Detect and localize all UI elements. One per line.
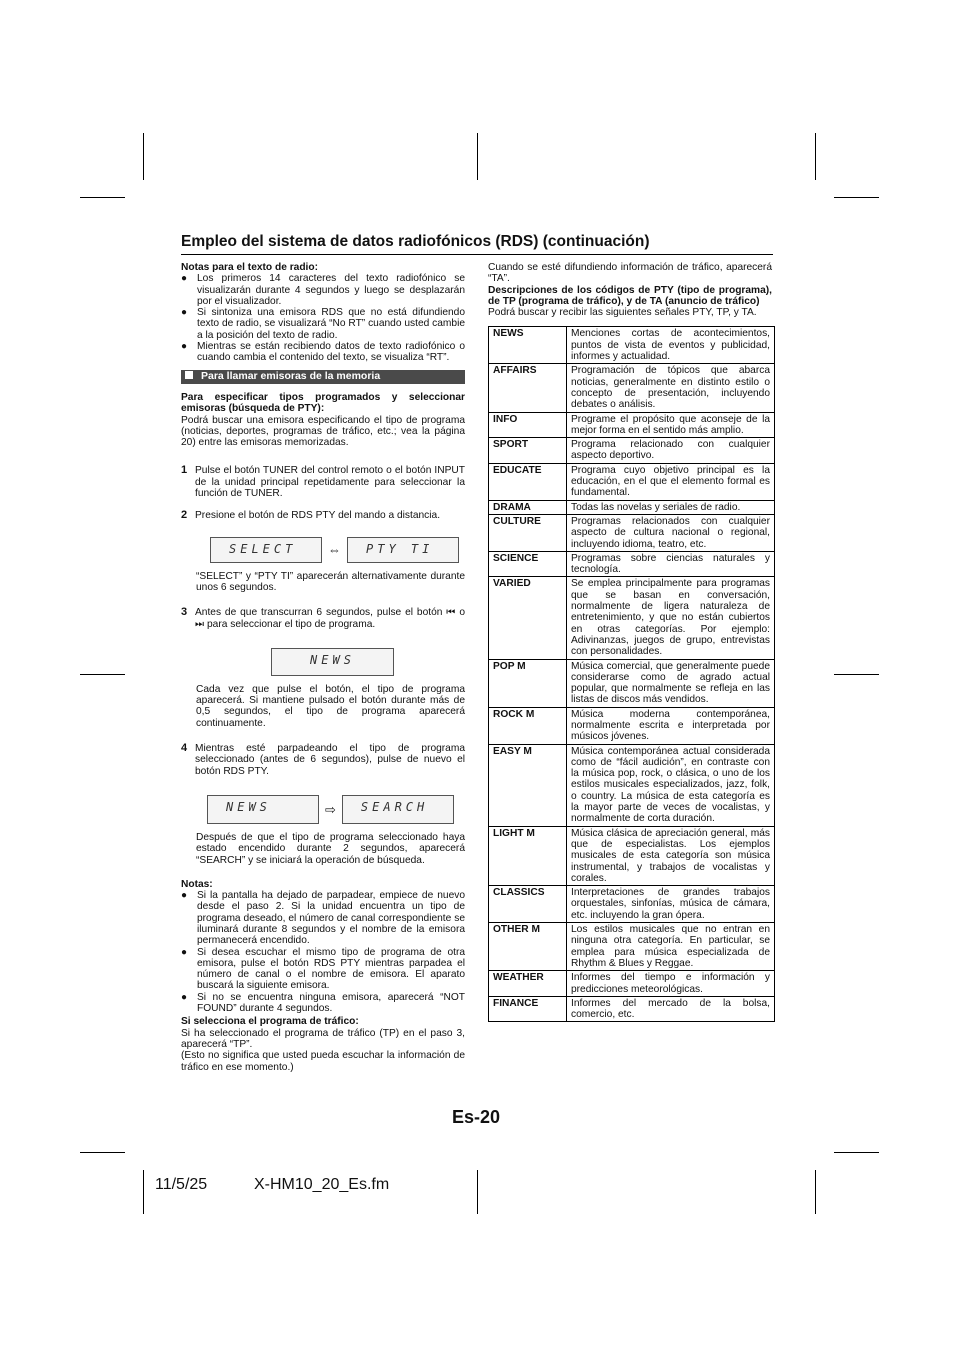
note-item: ● Si la pantalla ha dejado de parpadear, empiece de nuevo desde el paso 2. Si la unidad encuentra un tipo de programa deseado, el número de canal correspondiente se iluminará durante 8 segundos y el nombre de la emisora permanecerá encendido. [181,890,465,946]
pty-description: Programación de tópicos que abarca noticias, generalmente en distinto estilo o concepto de presentación, incluyendo debates o análisis. [567,364,775,412]
pty-description: Los estilos musicales que no entran en ninguna otra categoría. En particular, se emplea para música especializada de Rhythm & Blues y Reggae. [567,923,775,971]
pty-description: Programa relacionado con cualquier aspecto deportivo. [567,438,775,464]
lcd-display: NEWS [207,795,319,824]
crop-mark [477,133,478,180]
pty-code: FINANCE [489,996,567,1022]
table-row [489,886,775,923]
lcd-display: SELECT [210,537,322,563]
lcd-display: SEARCH [342,795,454,824]
pty-description: Programa cuyo objetivo principal es la educación, en el que el elemento formal es fundamental. [567,463,775,500]
section-bar-label: Para llamar emisoras de la memoria [201,369,381,382]
traffic-text: Si ha seleccionado el programa de tráfico (TP) en el paso 3, aparecerá “TP”. [181,1027,465,1050]
pty-code: DRAMA [489,500,567,514]
crop-mark [834,1152,879,1153]
table-row [489,514,775,551]
pty-description: Programe el propósito que aconseje de la mejor forma en el sentido más amplio. [567,412,775,438]
display-row-select [210,537,465,563]
table-row [489,364,775,412]
step-text: Pulse el botón TUNER del control remoto o el botón INPUT de la unidad principal repetidamente para seleccionar la función de TUNER. [195,465,465,500]
step-2 [181,510,465,521]
pty-description: Música comercial, que generalmente puede considerarse como de agrado actual popular, que normalmente se refleja en las listas de discos más vendidos. [567,659,775,707]
step-note: Cada vez que pulse el botón, el tipo de programa aparecerá. Si mantiene pulsado el botón durante más de 0,5 segundos, el tipo de programa aparecerá continuamente. [196,683,465,729]
table-row [489,744,775,826]
pty-code: ROCK M [489,707,567,744]
table-row [489,659,775,707]
pty-description: Música moderna contemporánea, normalmente escrita e interpretada por músicos jóvenes. [567,707,775,744]
page-title: Empleo del sistema de datos radiofónicos (RDS) (continuación) [181,233,773,255]
step-number: 4 [181,742,188,755]
pty-code: INFO [489,412,567,438]
table-row [489,327,775,364]
note-item: ● Los primeros 14 caracteres del texto radiofónico se visualizarán durante 4 segundos y luego se desplazarán por el visualizador. [181,273,465,307]
lcd-display: PTY TI [347,537,459,563]
footer-filename: X-HM10_20_Es.fm [254,1176,390,1193]
table-row [489,971,775,997]
pty-description: Programas relacionados con cualquier aspecto de cultura nacional o regional, incluyendo idioma, teatro, etc. [567,514,775,551]
pty-search-text: Podrá buscar una emisora especificando el tipo de programa (noticias, deportes, programas de tráfico, etc.; vea la página 20) entre las emisoras memorizadas. [181,414,465,449]
pty-description: Informes del tiempo e información y predicciones meteorológicas. [567,971,775,997]
pty-description: Música contemporánea actual considerada como de “fácil audición”, en contraste con la música pop, rock, o clásica, o uno de los estilos musicales especializados, jazz, folk, o country. La música de esta categoría es la mayor parte de veces de vocalistas, y normalmente de corta duración. [567,744,775,826]
step-text: Presione el botón de RDS PTY del mando a distancia. [195,510,441,522]
codes-text: Podrá buscar y recibir las siguientes señales PTY, TP, y TA. [488,307,757,319]
table-row [489,923,775,971]
pty-code: CLASSICS [489,886,567,923]
step-text: Mientras esté parpadeando el tipo de programa seleccionado (antes de 6 segundos), pulse de nuevo el botón RDS PTY. [195,743,465,777]
pty-description: Informes del mercado de la bolsa, comercio, etc. [567,996,775,1022]
crop-mark [143,133,144,180]
notas-heading: Notas: [181,878,213,890]
traffic-heading: Si selecciona el programa de tráfico: [181,1016,359,1028]
lcd-display-blinking: NEWS [271,648,394,676]
step-4 [181,743,465,777]
pty-description: Todas las novelas y seriales de radio. [567,500,775,514]
page-number: Es-20 [452,1107,501,1127]
section-bar [181,370,465,384]
traffic-text: (Esto no significa que usted pueda escuchar la información de tráfico en ese momento.) [181,1050,465,1073]
pty-code: SPORT [489,438,567,464]
note-item: ● Si sintoniza una emisora RDS que no está difundiendo texto de radio, se visualizará “No RT” cuando usted cambie a la posición del texto de radio. [181,307,465,341]
pty-code: WEATHER [489,971,567,997]
pty-description: Menciones cortas de acontecimientos, puntos de vista de eventos y publicidad, informes y actualidad. [567,327,775,364]
step-text: Antes de que transcurran 6 segundos, pulse el botón ⏮ o ⏭ para seleccionar el tipo de programa. [195,607,465,630]
note-item: ● Si no se encuentra ninguna emisora, aparecerá “NOT FOUND” durante 4 segundos. [181,992,465,1015]
alternate-arrow-icon: ⇔ [328,541,341,557]
display-row-search [207,795,465,824]
table-row [489,551,775,577]
pty-description: Se emplea principalmente para programas que se basan en conversación, normalmente de ligera naturaleza de entretenimiento, y que no están cubiertos en otras categorías. Por ejemplo: Adivinanzas, juegos de grupo, entrevistas con personalidades. [567,577,775,659]
pty-code: EDUCATE [489,463,567,500]
pty-code: LIGHT M [489,826,567,885]
crop-mark [80,1152,125,1153]
pty-code: POP M [489,659,567,707]
intro-text: Cuando se esté difundiendo información de tráfico, aparecerá “TA”. [488,262,772,285]
table-row [489,438,775,464]
note-item: ● Si desea escuchar el mismo tipo de programa de otra emisora, pulse el botón RDS PTY mientras parpadea el número de canal o el nombre de emisora. El aparato buscará la siguiente emisora. [181,947,465,992]
codes-heading: Descripciones de los códigos de PTY (tipo de programa), de TP (programa de tráfico), y de TA (anuncio de tráfico) [488,284,772,307]
pty-code: OTHER M [489,923,567,971]
pty-code: CULTURE [489,514,567,551]
pty-code: NEWS [489,327,567,364]
step-note: Después de que el tipo de programa seleccionado haya estado encendido durante 2 segundos, aparecerá “SEARCH” y se iniciará la operación de búsqueda. [196,831,465,866]
pty-description: Interpretaciones de grandes trabajos orquestales, sinfonías, música de cámara, etc. incluyendo la gran ópera. [567,886,775,923]
crop-mark [143,1170,144,1214]
pty-search-heading: Para especificar tipos programados y seleccionar emisoras (búsqueda de PTY): [181,391,465,415]
crop-mark [815,133,816,180]
footer-date: 11/5/25 [155,1176,208,1193]
display-row-news-blink [271,648,465,676]
table-row [489,826,775,885]
table-row [489,996,775,1022]
square-icon [185,371,193,379]
table-row [489,500,775,514]
crop-mark [834,197,879,198]
arrow-right-icon: ⇨ [325,801,336,817]
step-1 [181,465,465,499]
crop-mark [477,1170,478,1214]
table-row [489,577,775,659]
right-column [488,262,772,1022]
pty-code-table [488,326,775,1022]
pty-description: Programas sobre ciencias naturales y tecnología. [567,551,775,577]
crop-mark [80,197,125,198]
pty-code: SCIENCE [489,551,567,577]
crop-mark [815,1170,816,1214]
table-row [489,707,775,744]
table-row [489,463,775,500]
notes-heading: Notas para el texto de radio: [181,262,318,273]
step-number: 3 [181,606,188,619]
table-row [489,412,775,438]
crop-mark [80,674,125,675]
left-column [181,262,465,1073]
pty-code: AFFAIRS [489,364,567,412]
pty-code: EASY M [489,744,567,826]
note-item: ● Mientras se están recibiendo datos de texto radiofónico o cuando cambia el contenido del texto, se visualiza “RT”. [181,341,465,364]
step-number: 1 [181,464,188,477]
step-3 [181,607,465,630]
pty-code: VARIED [489,577,567,659]
step-number: 2 [181,509,188,522]
crop-mark [834,674,879,675]
pty-description: Música clásica de apreciación general, más que de especialistas. Los ejemplos musicales de esta categoría son música instrumental, y trabajos de vocalistas y corales. [567,826,775,885]
step-note: “SELECT” y “PTY TI” aparecerán alternativamente durante unos 6 segundos. [196,570,465,593]
